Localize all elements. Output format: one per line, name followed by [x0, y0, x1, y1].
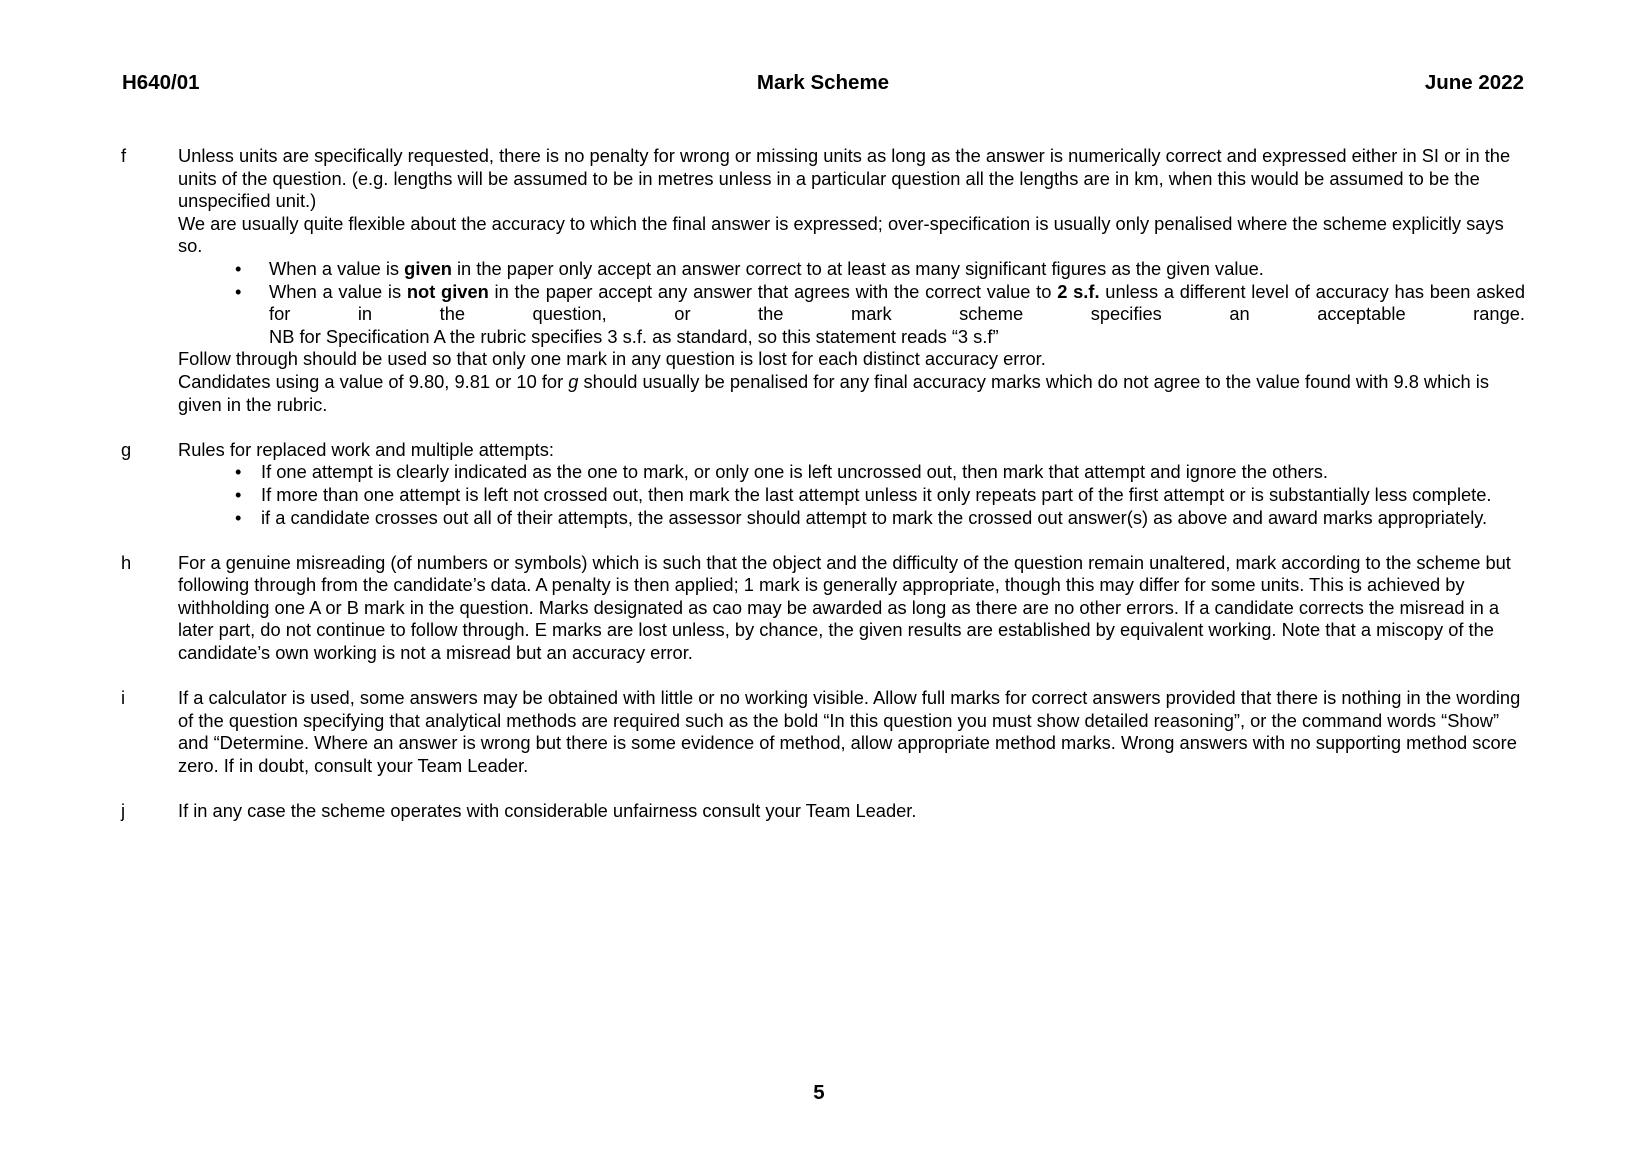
calculator-paragraph: If a calculator is used, some answers may be obtained with little or no working visible. Allow full marks for correct answers provided that there is nothing in the wording of the question specifying that analytical methods are required such as the bold “In this question you must show detailed reasoning”, or the command words “Show” and “Determine. Where an answer is wrong but there is some evidence of method, allow appropriate method marks. Wrong answers with no supporting method score zero. If in doubt, consult your Team Leader. [178, 687, 1521, 777]
document-title: Mark Scheme [756, 71, 890, 94]
list-item: • if a candidate crosses out all of their attempts, the assessor should attempt to mark the crossed out answer(s) as above and award marks appropriately. [235, 506, 1488, 528]
section-j [121, 800, 1525, 823]
bullet-icon: • [235, 483, 242, 505]
mark-scheme-content [121, 145, 1525, 845]
page-number: 5 [813, 1081, 825, 1104]
bullet-icon: • [235, 461, 242, 483]
list-item: • When a value is given in the paper only accept an answer correct to at least as many significant figures as the given value. [235, 257, 1264, 279]
not-given-rule: When a value is not given in the paper accept any answer that agrees with the correct value to 2 s.f. unless a different level of accuracy has been asked for in the question, or the mark scheme specifies an acceptable range. [269, 280, 1525, 325]
bullet-icon: • [235, 506, 242, 528]
accuracy-paragraph: We are usually quite flexible about the accuracy to which the final answer is expressed; over-specification is usually only penalised where the scheme explicitly says so. [178, 212, 1504, 257]
section-f [121, 145, 1525, 416]
follow-through-paragraph: Follow through should be used so that only one mark in any question is lost for each distinct accuracy error. [178, 348, 1046, 370]
section-letter: g [121, 438, 132, 460]
page-header [122, 71, 1524, 101]
specification-note: NB for Specification A the rubric specifies 3 s.f. as standard, so this statement reads “3 s.f” [269, 325, 999, 347]
section-h [121, 552, 1525, 665]
list-item [178, 281, 1525, 349]
exam-date: June 2022 [1424, 71, 1524, 94]
section-letter: f [121, 145, 127, 166]
replaced-work-intro: Rules for replaced work and multiple attempts: [178, 438, 554, 460]
unfairness-paragraph: If in any case the scheme operates with considerable unfairness consult your Team Leader. [178, 800, 917, 822]
attempt-rules [178, 461, 1525, 529]
bullet-icon: • [235, 257, 242, 279]
section-letter: j [121, 800, 126, 822]
section-i [121, 687, 1525, 777]
list-item: • If one attempt is clearly indicated as the one to mark, or only one is left uncrossed out, then mark that attempt and ignore the others. [235, 461, 1328, 483]
misread-paragraph: For a genuine misreading (of numbers or symbols) which is such that the object and the difficulty of the question remain unaltered, mark according to the scheme but following through from the candidate’s data. A penalty is then applied; 1 mark is generally appropriate, though this may differ for some units. This is achieved by withholding one A or B mark in the question. Marks designated as cao may be awarded as long as there are no other errors. If a candidate corrects the misread in a later part, do not continue to follow through. E marks are lost unless, by chance, the given results are established by equivalent working. Note that a miscopy of the candidate’s own working is not a misread but an accuracy error. [178, 551, 1511, 664]
list-item: • If more than one attempt is left not crossed out, then mark the last attempt unless it only repeats part of the first attempt or is substantially less complete. [235, 483, 1492, 505]
accuracy-bullets [178, 258, 1525, 348]
section-g [121, 439, 1525, 529]
section-letter: i [121, 687, 126, 709]
section-letter: h [121, 551, 132, 573]
gravity-paragraph: Candidates using a value of 9.80, 9.81 or 10 for g should usually be penalised for any final accuracy marks which do not agree to the value found with 9.8 which is given in the rubric. [178, 370, 1489, 415]
bullet-icon: • [235, 280, 242, 302]
paper-code: H640/01 [122, 71, 200, 94]
units-paragraph: Unless units are specifically requested, there is no penalty for wrong or missing units as long as the answer is numerically correct and expressed either in SI or in the units of the question. (e.g. lengths will be assumed to be in metres unless in a particular question all the lengths are in km, when this would be assumed to be the unspecified unit.) [178, 145, 1511, 212]
